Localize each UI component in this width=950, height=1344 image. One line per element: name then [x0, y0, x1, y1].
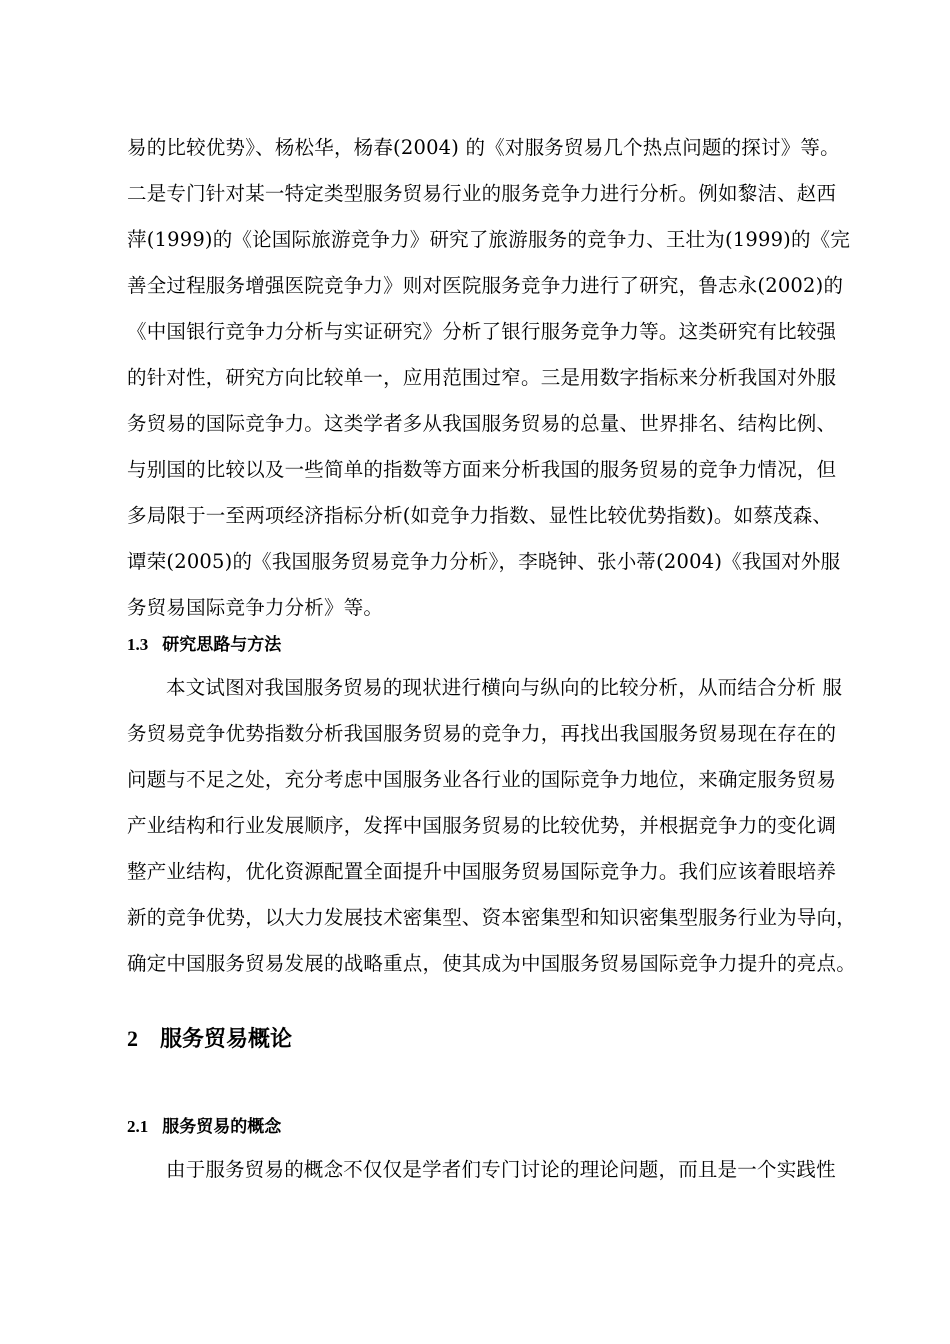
paragraph-2-line-4: 产业结构和行业发展顺序，发挥中国服务贸易的比较优势，并根据竞争力的变化调 [127, 814, 837, 837]
paragraph-2-line-5: 整产业结构，优化资源配置全面提升中国服务贸易国际竞争力。我们应该着眼培养 [127, 860, 837, 883]
section-title: 研究思路与方法 [162, 635, 282, 655]
paragraph-1-line-3: 萍(1999)的《论国际旅游竞争力》研究了旅游服务的竞争力、王壮为(1999)的《完 [127, 228, 851, 251]
paragraph-1-line-2: 二是专门针对某一特定类型服务贸易行业的服务竞争力进行分析。例如黎洁、赵西 [127, 182, 837, 205]
paragraph-1-line-5: 《中国银行竞争力分析与实证研究》分析了银行服务竞争力等。这类研究有比较强 [127, 320, 837, 343]
paragraph-1-line-1: 易的比较优势》、杨松华，杨春(2004) 的《对服务贸易几个热点问题的探讨》等。 [127, 136, 840, 159]
paragraph-1-line-8: 与别国的比较以及一些简单的指数等方面来分析我国的服务贸易的竞争力情况，但 [127, 458, 837, 481]
chapter-number: 2 [127, 1026, 138, 1051]
section-number: 2.1 [127, 1117, 149, 1136]
paragraph-1-line-11: 务贸易国际竞争力分析》等。 [127, 596, 384, 619]
paragraph-3-line-1: 由于服务贸易的概念不仅仅是学者们专门讨论的理论问题，而且是一个实践性 [166, 1158, 836, 1181]
paragraph-2-line-6: 新的竞争优势，以大力发展技术密集型、资本密集型和知识密集型服务行业为导向， [127, 906, 856, 929]
paragraph-1-line-10: 谭荣(2005)的《我国服务贸易竞争力分析》，李晓钟、张小蒂(2004)《我国对外服 [127, 550, 841, 573]
paragraph-2-line-3: 问题与不足之处，充分考虑中国服务业各行业的国际竞争力地位，来确定服务贸易 [127, 768, 837, 791]
paragraph-2-line-7: 确定中国服务贸易发展的战略重点，使其成为中国服务贸易国际竞争力提升的亮点。 [127, 952, 856, 975]
paragraph-1-line-7: 务贸易的国际竞争力。这类学者多从我国服务贸易的总量、世界排名、结构比例、 [127, 412, 837, 435]
section-2-1-heading [127, 1112, 281, 1137]
chapter-title: 服务贸易概论 [160, 1026, 293, 1052]
paragraph-2-line-1: 本文试图对我国服务贸易的现状进行横向与纵向的比较分析，从而结合分析 服 [166, 676, 843, 699]
paragraph-2-line-2: 务贸易竞争优势指数分析我国服务贸易的竞争力，再找出我国服务贸易现在存在的 [127, 722, 837, 745]
paragraph-1-line-6: 的针对性，研究方向比较单一，应用范围过窄。三是用数字指标来分析我国对外服 [127, 366, 837, 389]
section-1-3-heading [127, 630, 281, 655]
chapter-2-heading [127, 1022, 292, 1053]
section-title: 服务贸易的概念 [162, 1117, 282, 1137]
section-number: 1.3 [127, 635, 149, 654]
paragraph-1-line-9: 多局限于一至两项经济指标分析(如竞争力指数、显性比较优势指数)。如蔡茂森、 [127, 504, 833, 527]
paragraph-1-line-4: 善全过程服务增强医院竞争力》则对医院服务竞争力进行了研究，鲁志永(2002)的 [127, 274, 844, 297]
